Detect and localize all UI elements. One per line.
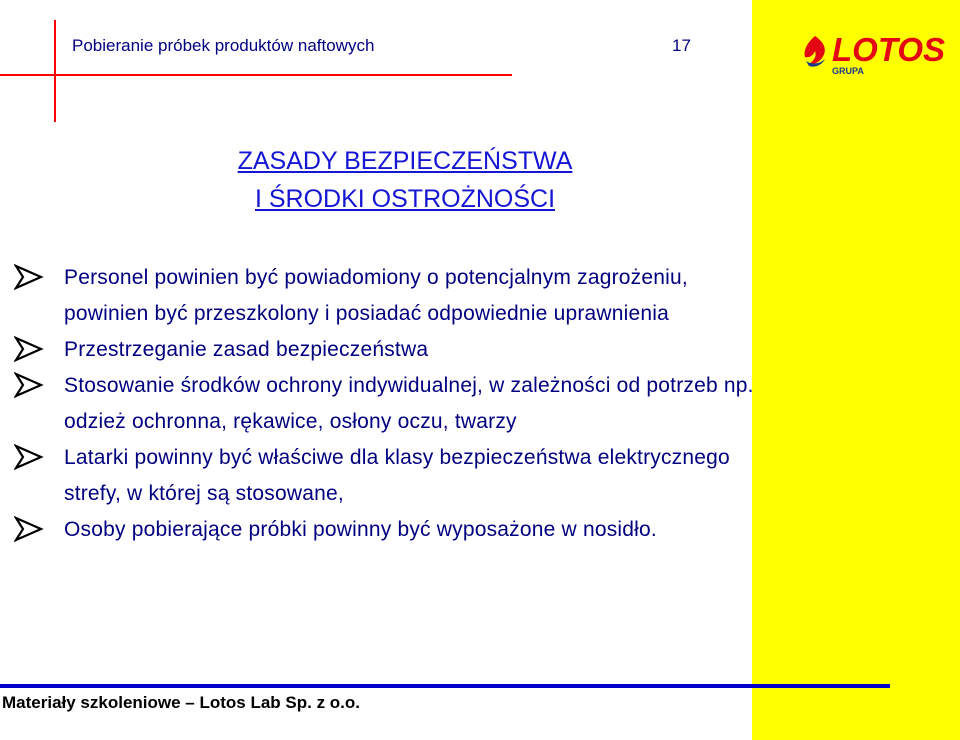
arrow-bullet-icon [14,444,44,470]
bullet-item [14,368,774,440]
arrow-bullet-icon [14,264,44,290]
bullet-text: Stosowanie środków ochrony indywidualnej, w zależności od potrzeb np. odzież ochronna, rękawice, osłony oczu, twarzy [64,374,754,433]
horizontal-rule [0,74,512,76]
arrow-bullet-icon [14,372,44,398]
bullet-item [14,512,774,548]
bullet-text: Latarki powinny być właściwe dla klasy bezpieczeństwa elektrycznego strefy, w której są stosowane, [64,446,730,505]
bullet-item [14,440,774,512]
arrow-bullet-icon [14,336,44,362]
bullet-item [14,260,774,332]
section-title-line-1: ZASADY BEZPIECZEŃSTWA [237,147,573,175]
lotos-logo [800,30,946,78]
lotos-flame-icon [800,34,830,68]
footer-rule [0,684,890,688]
arrow-bullet-icon [14,516,44,542]
section-title [150,142,660,218]
bullet-text: Osoby pobierające próbki powinny być wyposażone w nosidło. [64,518,657,541]
logo-brand-text: LOTOS [832,31,946,68]
yellow-side-panel [752,0,960,740]
vertical-rule [54,20,56,122]
bullet-text: Przestrzeganie zasad bezpieczeństwa [64,338,429,361]
bullet-text: Personel powinien być powiadomiony o potencjalnym zagrożeniu, powinien być przeszkolony i posiadać odpowiednie uprawnienia [64,266,688,325]
bullet-list [14,260,774,548]
header-title: Pobieranie próbek produktów naftowych [72,36,375,55]
footer-text: Materiały szkoleniowe – Lotos Lab Sp. z o.o. [2,693,361,712]
page-number: 17 [672,36,691,55]
bullet-item [14,332,774,368]
section-title-line-2: I ŚRODKI OSTROŻNOŚCI [254,185,556,213]
logo-subtitle: GRUPA [832,66,864,76]
